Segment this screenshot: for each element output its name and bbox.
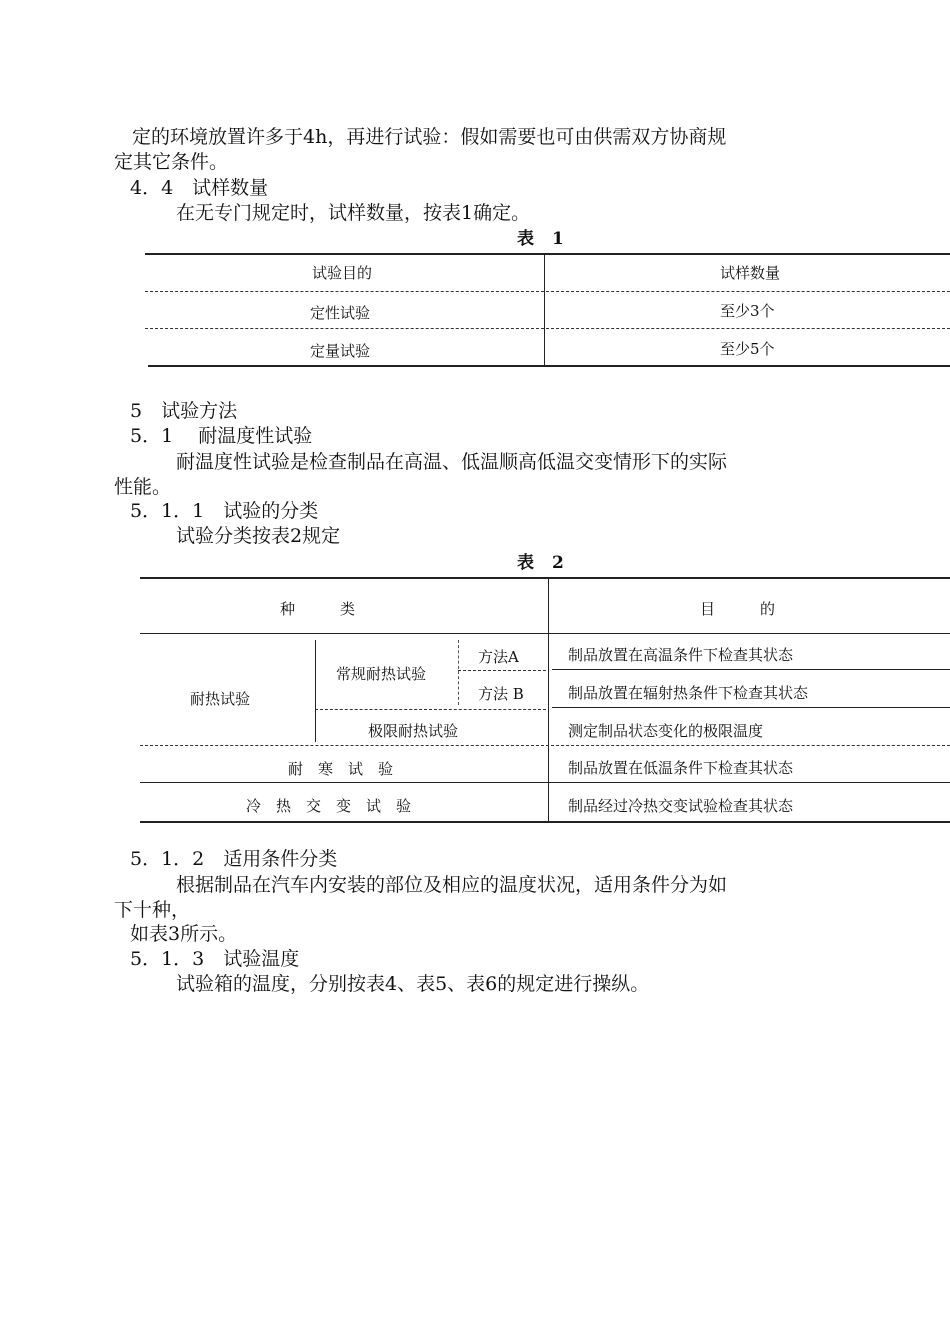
section-heading-5-1-2: 5．1．2 适用条件分类	[130, 848, 338, 870]
table2-row-rule	[552, 707, 950, 708]
table2-row-rule	[315, 709, 546, 710]
table2-method-b: 方法 B	[478, 685, 524, 703]
table1-header-purpose: 试验目的	[312, 264, 373, 282]
paragraph-line: 如表3所示。	[130, 923, 238, 945]
table1-bottom-rule	[148, 365, 950, 367]
table1-cell: 定性试验	[310, 304, 371, 322]
table2-subdivider	[315, 640, 316, 742]
paragraph-line: 在无专门规定时，试样数量，按表1确定。	[176, 202, 531, 224]
table1-row-rule	[145, 291, 950, 292]
table2-purpose-a: 制品放置在高温条件下检查其状态	[568, 646, 794, 664]
section-heading-5-1-3: 5．1．3 试验温度	[130, 948, 300, 970]
table2-purpose-cycle: 制品经过冷热交变试验检查其状态	[568, 797, 794, 815]
section-heading-5-1: 5．1 耐温度性试验	[130, 425, 313, 447]
table2-thermal-cycle: 冷 热 交 变 试 验	[246, 797, 412, 815]
paragraph-line: 根据制品在汽车内安装的部位及相应的温度状况，适用条件分为如	[176, 874, 728, 896]
table2-limit-heat: 极限耐热试验	[368, 722, 459, 740]
table1-header-count: 试样数量	[720, 264, 781, 282]
table1-top-rule	[145, 253, 950, 255]
table2-header-kind: 种 类	[280, 600, 356, 618]
table2-header-purpose: 目 的	[700, 600, 776, 618]
table2-purpose-cold: 制品放置在低温条件下检查其状态	[568, 759, 794, 777]
paragraph-line: 耐温度性试验是检查制品在高温、低温顺高低温交变情形下的实际	[176, 451, 728, 473]
paragraph-line: 试验分类按表2规定	[176, 525, 341, 547]
table2-cold-test: 耐 寒 试 验	[288, 760, 394, 778]
table2-heat-test: 耐热试验	[190, 690, 251, 708]
paragraph-line: 定的环境放置许多于4h，再进行试验：假如需要也可由供需双方协商规	[132, 126, 727, 148]
table2-caption: 表 2	[517, 553, 565, 573]
table2-row-rule	[140, 745, 950, 746]
table2-row-rule	[552, 669, 950, 670]
paragraph-line: 定其它条件。	[114, 151, 229, 173]
table2-row-rule	[140, 782, 950, 783]
table2-purpose-limit: 测定制品状态变化的极限温度	[568, 722, 764, 740]
paragraph-line: 下十种，	[114, 899, 191, 921]
paragraph-line: 性能。	[114, 476, 172, 498]
table2-method-divider	[458, 640, 459, 705]
table2-regular-heat: 常规耐热试验	[336, 665, 427, 683]
table1-cell: 至少3个	[720, 302, 775, 320]
table2-top-rule	[140, 577, 950, 579]
table2-purpose-b: 制品放置在辐射热条件下检查其状态	[568, 684, 809, 702]
table2-method-a: 方法A	[478, 648, 519, 666]
table2-bottom-rule	[140, 821, 950, 823]
section-heading-4-4: 4．4 试样数量	[130, 177, 269, 199]
section-heading-5: 5 试验方法	[130, 400, 238, 422]
table1-column-divider	[544, 253, 545, 365]
table1-cell: 至少5个	[720, 340, 775, 358]
table2-header-rule	[140, 633, 950, 634]
table1-cell: 定量试验	[310, 342, 371, 360]
table1-row-rule	[145, 328, 950, 329]
table2-column-divider	[548, 577, 549, 822]
paragraph-line: 试验箱的温度，分别按表4、表5、表6的规定进行操纵。	[176, 973, 650, 995]
table2-method-rule	[458, 670, 546, 671]
table1-caption: 表 1	[517, 229, 565, 249]
section-heading-5-1-1: 5．1．1 试验的分类	[130, 500, 319, 522]
